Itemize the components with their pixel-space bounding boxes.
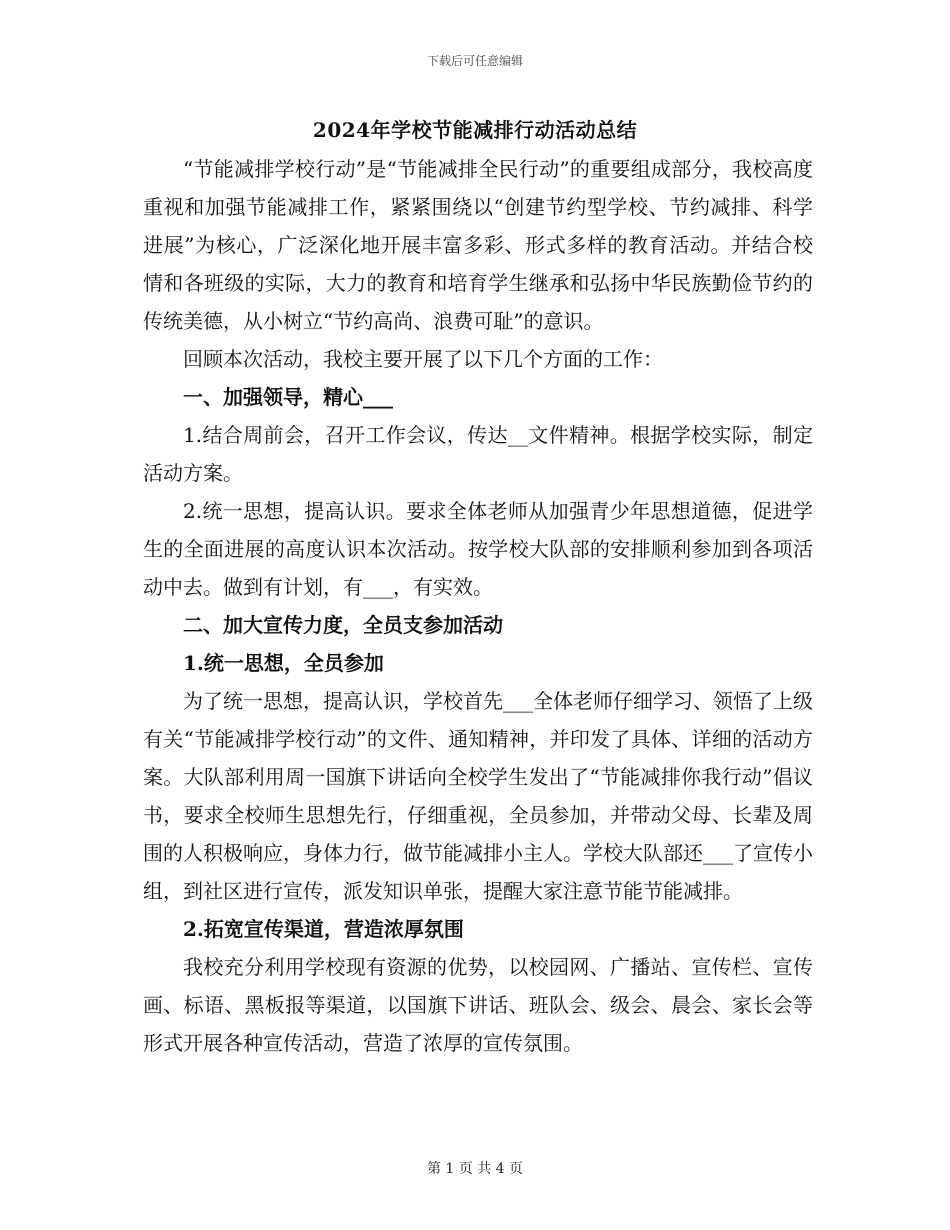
subsection-heading-2-2: 2.拓宽宣传渠道，营造浓厚氛围: [183, 917, 464, 941]
page-header-note: 下载后可任意编辑: [426, 54, 523, 68]
subsection-2-2-paragraph: 我校充分利用学校现有资源的优势，以校园网、广播站、宣传栏、宣传画、标语、黑板报等渠道，以国旗下讲话、班队会、级会、晨会、家长会等形式开展各种宣传活动，营造了浓厚的宣传氛围。: [143, 955, 813, 1055]
intro-paragraph: “节能减排学校行动”是“节能减排全民行动”的重要组成部分，我校高度重视和加强节能减排工作，紧紧围绕以“创建节约型学校、节约减排、科学进展”为核心，广泛深化地开展丰富多彩、形式多样的教育活动。并结合校情和各班级的实际，大力的教育和培育学生继承和弘扬中华民族勤俭节约的传统美德，从小树立“节约高尚、浪费可耻”的意识。: [143, 157, 813, 333]
review-paragraph: 回顾本次活动，我校主要开展了以下几个方面的工作：: [183, 347, 663, 371]
section-heading-1: 一、加强领导，精心___: [183, 385, 393, 409]
subsection-heading-2-1: 1.统一思想，全员参加: [183, 651, 384, 675]
page-number-footer: 第 1 页 共 4 页: [426, 1161, 524, 1177]
document-title: 2024年学校节能减排行动活动总结: [312, 118, 638, 142]
section-heading-2: 二、加大宣传力度，全员支参加活动: [183, 613, 503, 637]
document-body: [143, 150, 813, 1062]
subsection-2-1-paragraph: 为了统一思想，提高认识，学校首先___全体老师仔细学习、领悟了上级有关“节能减排学校行动”的文件、通知精神，并印发了具体、详细的活动方案。大队部利用周一国旗下讲话向全校学生发出了“节能减排你我行动”倡议书，要求全校师生思想先行，仔细重视，全员参加，并带动父母、长辈及周围的人积极响应，身体力行，做节能减排小主人。学校大队部还___了宣传小组，到社区进行宣传，派发知识单张，提醒大家注意节能节能减排。: [143, 689, 813, 903]
section-1-item-2: 2.统一思想，提高认识。要求全体老师从加强青少年思想道德，促进学生的全面进展的高度认识本次活动。按学校大队部的安排顺利参加到各项活动中去。做到有计划，有___，有实效。: [143, 499, 813, 599]
section-1-item-1: 1.结合周前会，召开工作会议，传达__文件精神。根据学校实际，制定活动方案。: [143, 423, 813, 485]
